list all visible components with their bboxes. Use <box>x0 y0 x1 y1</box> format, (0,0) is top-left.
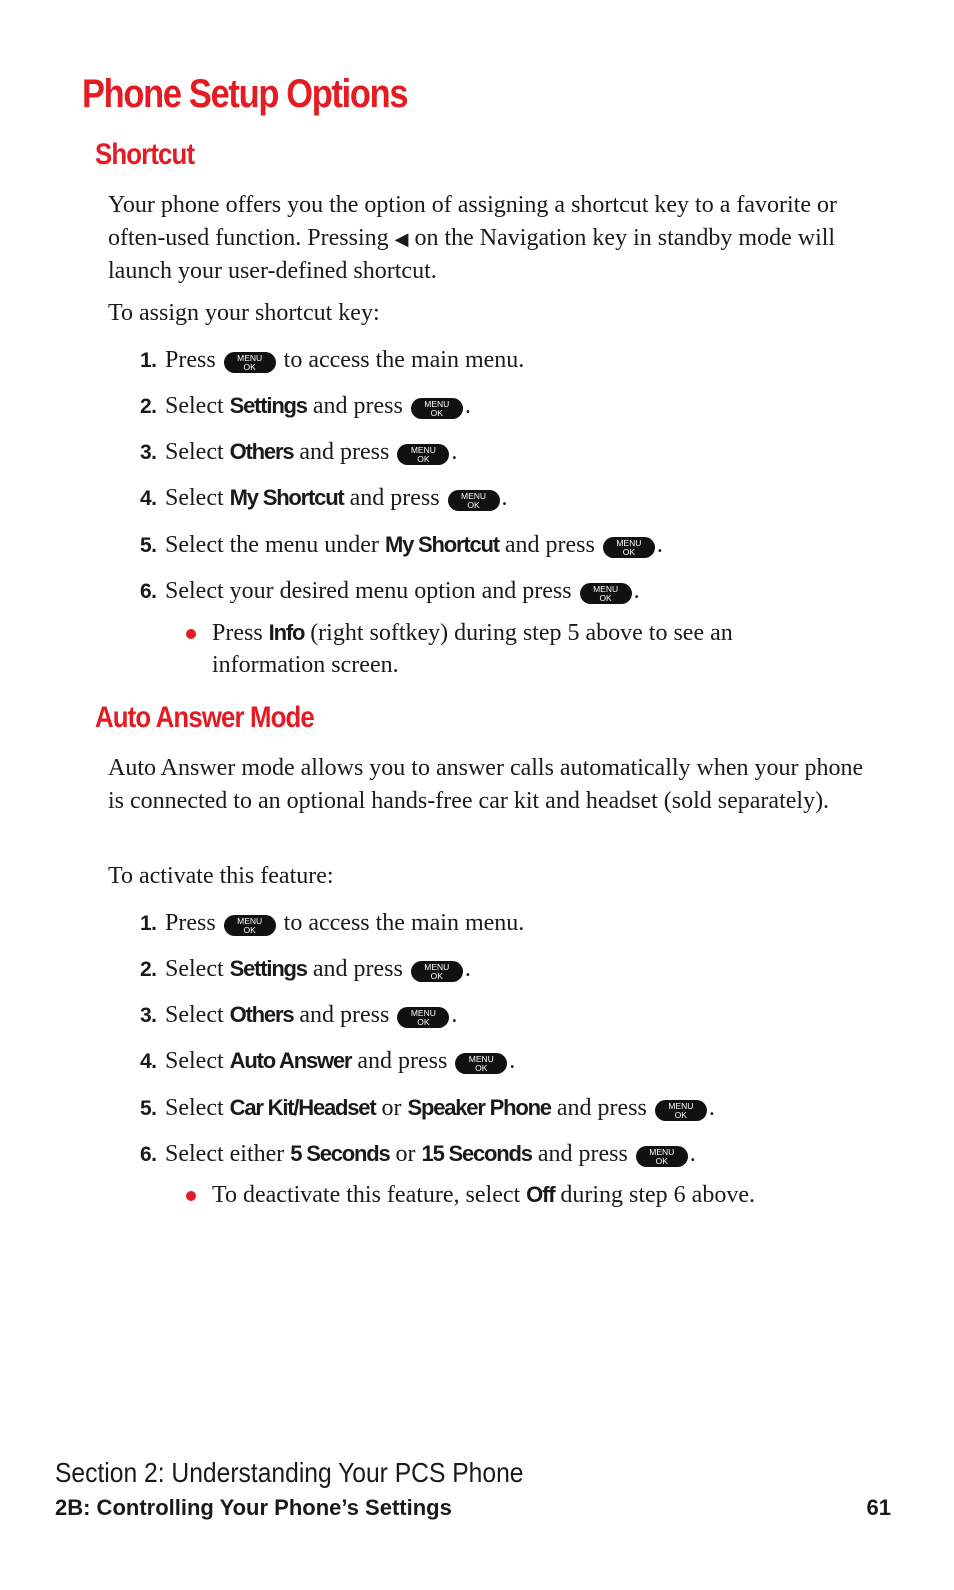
footer-chapter-title: 2B: Controlling Your Phone’s Settings <box>55 1495 452 1520</box>
menu-ok-key-icon: MENU OK <box>397 1007 449 1028</box>
auto-answer-step-6: 6. Select either 5 Seconds or 15 Seconds and press MENU OK . <box>140 1141 696 1167</box>
shortcut-step-2: 2. Select Settings and press MENU OK . <box>140 393 471 419</box>
bullet-icon <box>186 629 196 639</box>
page-title: Phone Setup Options <box>82 72 408 116</box>
shortcut-tip: Press Info (right softkey) during step 5 above to see an information screen. <box>186 617 826 681</box>
menu-ok-key-icon: MENU OK <box>411 961 463 982</box>
menu-ok-key-icon: MENU OK <box>636 1146 688 1167</box>
menu-ok-key-icon: MENU OK <box>411 398 463 419</box>
left-arrow-icon: ◀ <box>394 228 409 249</box>
menu-ok-key-icon: MENU OK <box>448 490 500 511</box>
auto-answer-step-1: 1. Press MENU OK to access the main menu. <box>140 910 525 936</box>
shortcut-step-3: 3. Select Others and press MENU OK . <box>140 439 458 465</box>
menu-ok-key-icon: MENU OK <box>224 915 276 936</box>
menu-ok-key-icon: MENU OK <box>455 1053 507 1074</box>
auto-answer-intro: Auto Answer mode allows you to answer calls automatically when your phone is connected to an optional hands-free car kit and headset (sold separately). <box>108 755 864 814</box>
auto-answer-lead: To activate this feature: <box>108 863 334 889</box>
menu-ok-key-icon: MENU OK <box>603 537 655 558</box>
auto-answer-step-2: 2. Select Settings and press MENU OK . <box>140 956 471 982</box>
auto-answer-tip: To deactivate this feature, select Off during step 6 above. <box>186 1179 826 1211</box>
menu-ok-key-icon: MENU OK <box>655 1100 707 1121</box>
auto-answer-step-5: 5. Select Car Kit/Headset or Speaker Phone and press MENU OK . <box>140 1095 715 1121</box>
shortcut-step-4: 4. Select My Shortcut and press MENU OK . <box>140 485 508 511</box>
auto-answer-step-3: 3. Select Others and press MENU OK . <box>140 1002 458 1028</box>
shortcut-heading: Shortcut <box>95 138 195 171</box>
bullet-icon <box>186 1191 196 1201</box>
page-number: 61 <box>866 1495 891 1520</box>
shortcut-lead: To assign your shortcut key: <box>108 300 380 326</box>
menu-ok-key-icon: MENU OK <box>580 583 632 604</box>
shortcut-step-6: 6. Select your desired menu option and press MENU OK . <box>140 578 640 604</box>
shortcut-step-1: 1. Press MENU OK to access the main menu. <box>140 347 525 373</box>
menu-ok-key-icon: MENU OK <box>224 352 276 373</box>
auto-answer-step-4: 4. Select Auto Answer and press MENU OK . <box>140 1048 516 1074</box>
auto-answer-heading: Auto Answer Mode <box>95 701 314 734</box>
shortcut-intro: Your phone offers you the option of assigning a shortcut key to a favorite or often-used function. Pressing ◀ on the Navigation key in standby mode will launch your user-defined shortcut. <box>108 192 837 284</box>
menu-ok-key-icon: MENU OK <box>397 444 449 465</box>
footer-section-title: Section 2: Understanding Your PCS Phone <box>55 1457 524 1488</box>
shortcut-step-5: 5. Select the menu under My Shortcut and press MENU OK . <box>140 532 663 558</box>
